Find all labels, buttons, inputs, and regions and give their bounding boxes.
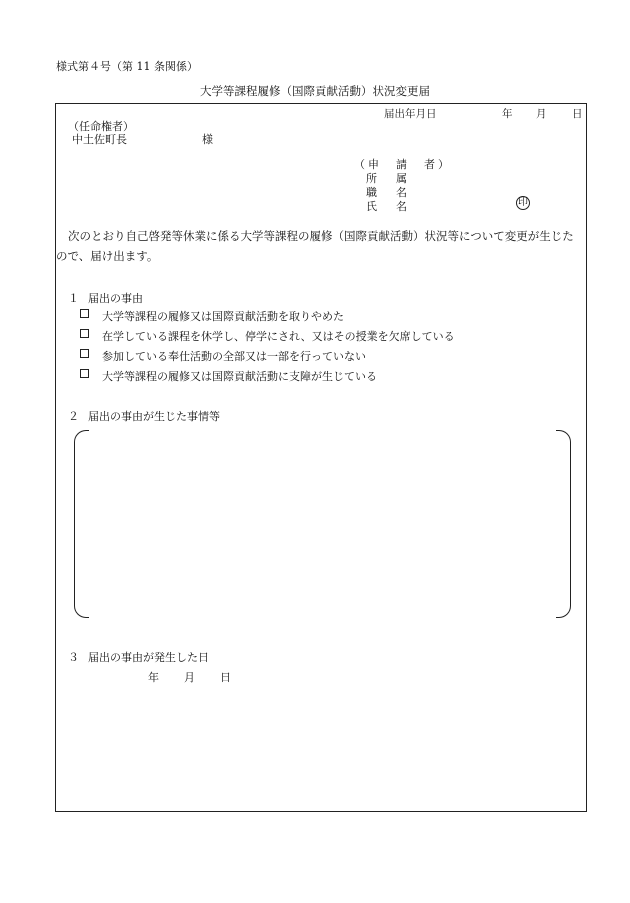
submission-year-field[interactable]: 年 [502, 108, 513, 120]
submission-date-row [384, 106, 583, 121]
checkbox[interactable] [80, 369, 89, 378]
occurrence-month-field[interactable]: 月 [184, 671, 195, 684]
occurrence-day-field[interactable]: 日 [220, 671, 231, 684]
form-number: 様式第４号（第 11 条関係） [56, 60, 198, 73]
occurrence-year-field[interactable]: 年 [148, 671, 159, 684]
document-title: 大学等課程履修（国際貢献活動）状況変更届 [200, 84, 430, 98]
checkbox[interactable] [80, 329, 89, 338]
recipient-name: 中土佐町長 [72, 133, 127, 146]
recipient-honorific: 様 [202, 133, 213, 146]
appointer-label: （任命権者） [68, 120, 134, 133]
form-frame [55, 103, 587, 812]
declaration-text: 次のとおり自己啓発等休業に係る大学等課程の履修（国際貢献活動）状況等について変更が生じたので、届け出ます。 [56, 229, 574, 263]
circumstances-bracket-left [74, 430, 89, 618]
circumstances-bracket-right [556, 430, 571, 618]
seal-mark: 印 [518, 197, 528, 208]
submission-day-field[interactable]: 日 [572, 108, 583, 120]
applicant-heading: （申 請 者） [354, 158, 452, 171]
checkbox[interactable] [80, 349, 89, 358]
submission-month-field[interactable]: 月 [536, 108, 547, 120]
checkbox[interactable] [80, 309, 89, 318]
submission-date-label: 届出年月日 [384, 108, 437, 120]
